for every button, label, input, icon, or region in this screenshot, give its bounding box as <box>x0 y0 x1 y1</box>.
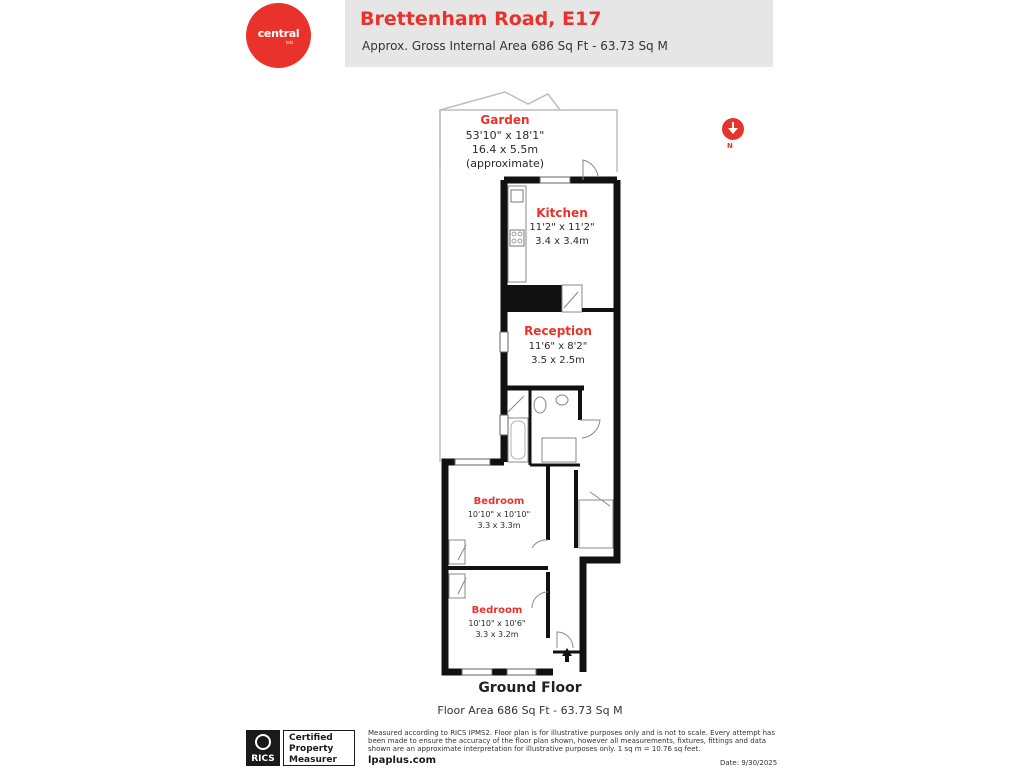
bedroom1-label: Bedroom <box>473 496 525 507</box>
gross-area-subtitle: Approx. Gross Internal Area 686 Sq Ft - 63.73 Sq M <box>362 39 668 53</box>
bedroom2-dim-metric: 3.3 x 3.2m <box>475 630 519 639</box>
cert-line-3: Measurer <box>289 755 337 765</box>
kitchen-label: Kitchen <box>536 206 588 220</box>
shower-icon <box>542 438 576 462</box>
garden-label: Garden <box>480 113 530 127</box>
rics-logo <box>246 730 280 766</box>
bedroom2-dim-imperial: 10'10" x 10'6" <box>468 619 526 628</box>
certified-measurer-box <box>283 730 355 766</box>
kitchen-dim-imperial: 11'2" x 11'2" <box>529 222 595 233</box>
cert-line-2: Property <box>289 744 334 754</box>
cert-line-1: Certified <box>289 733 333 743</box>
brand-logo-subtext: lets <box>286 40 294 45</box>
property-title: Brettenham Road, E17 <box>360 8 602 30</box>
disclaimer-text: Measured according to RICS IPMS2. Floor plan is for illustrative purposes only and is not to scale. Every attempt has been made to ensure the accuracy of the floor plan shown, however all measurements, fixtures, fittings and data shown are an approximate interpretation for illustrative purposes only. 1 sq m = 10.76 sq feet. <box>368 729 775 753</box>
compass-north-label: N <box>727 142 733 150</box>
bedroom1-dim-imperial: 10'10" x 10'10" <box>467 510 531 519</box>
reception-dim-imperial: 11'6" x 8'2" <box>528 341 588 352</box>
bedroom1-dim-metric: 3.3 x 3.3m <box>477 521 521 530</box>
plan-date: Date: 9/30/2025 <box>720 759 778 767</box>
website-link[interactable]: lpaplus.com <box>368 755 437 766</box>
reception-dim-metric: 3.5 x 2.5m <box>531 355 585 366</box>
sink-icon <box>511 190 523 202</box>
entrance-arrow-icon <box>562 648 572 662</box>
garden-dim-imperial: 53'10" x 18'1" <box>465 129 545 142</box>
garden-note: (approximate) <box>465 157 545 170</box>
basin-icon <box>556 395 568 405</box>
brand-logo-text: central <box>257 27 300 40</box>
toilet-icon <box>534 397 546 413</box>
rics-certification-badge <box>246 730 356 766</box>
rics-logo-text: RICS <box>251 754 275 764</box>
bedroom2-label: Bedroom <box>471 605 523 616</box>
floor-title: Ground Floor <box>478 680 582 696</box>
floor-area: Floor Area 686 Sq Ft - 63.73 Sq M <box>437 704 623 717</box>
kitchen-dim-metric: 3.4 x 3.4m <box>535 236 589 247</box>
reception-label: Reception <box>524 324 592 338</box>
garden-dim-metric: 16.4 x 5.5m <box>471 143 539 156</box>
kitchen-reception-wall <box>504 285 562 312</box>
